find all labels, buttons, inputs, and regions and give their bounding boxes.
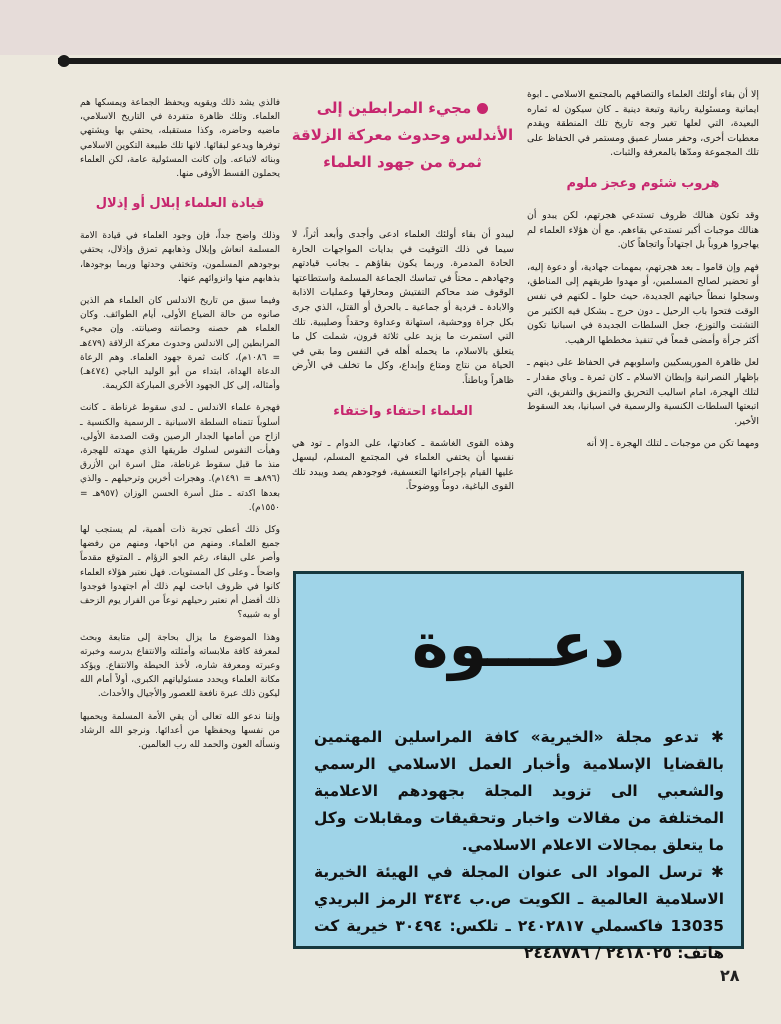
- paragraph: لعل ظاهرة الموريسكيين واسلوبهم في الحفاظ على دينهم ـ بإظهار النصرانية وإبطان الاسلام ـ كان ثمرة ـ وباي مقدار ـ لتلك الهجرة، امام اساليب التحريق والتمزيق والتفريق، التي اتبعتها السلطات الكنسية والرسمية في اسبانيا، بعد السقوط الأخير.: [527, 357, 759, 427]
- article-column-right: [527, 88, 759, 452]
- announcement-title: دعـــوة: [411, 608, 626, 681]
- announcement-paragraph: ✱ ترسل المواد الى عنوان المجلة في الهيئة الخيرية الاسلامية العالمية ـ الكويت ص.ب ٣٤٣٤ الرمز البريدي 13035 فاكسملي ٢٤٠٢٨١٧ ـ تلكس: ٣٠٤٩٤ خيرية كت هاتف: ٢٤١٨٠٢٥ / ٢٤٤٨٧٨٦: [314, 863, 724, 962]
- paragraph: وكل ذلك أعطى تجربة ذات أهمية، لم يستجب لها جميع العلماء. ومنهم من اباحها، ومنهم من رفضها وأصر على البقاء، رغم الجو الزؤام ـ المتوقع مقدماً واضحاً ـ وعلى كل المستويات. فهل نعتبر هؤلاء العلماء كانوا في ظروف اباحت لهم ذلك أم اجتهدوا فوجدوا ذلك أفضل أم نعتبر رحيلهم نوعاً من الفرار يوم الزحف أو به شبيه؟: [80, 525, 280, 621]
- paragraph: وإننا ندعو الله تعالى أن يقي الأمة المسلمة ويحميها من نفسها ويحفظها من أعدائها. ونرجو الله الرشاد ونسأله العون والحمد لله رب العالمين.: [80, 711, 280, 750]
- page-number: ٢٨: [720, 966, 740, 985]
- paragraph: وهذه القوى الغاشمة ـ كعادتها، على الدوام ـ تود هي نفسها أن يختفي العلماء في المجتمع المسلم، ليسهل عليها القيام بإجراءاتها التعسفية، فوجودهم يصد ويبدد تلك القوى الباغية، دوماً ووضوحاً.: [292, 437, 514, 493]
- bullet-icon: [477, 103, 488, 114]
- page-top-margin: [0, 0, 781, 55]
- article-column-left: [80, 96, 280, 752]
- main-article-heading: مجيء المرابطين إلى الأندلس وحدوث معركة الزلاقة ثمرة من جهود العلماء: [291, 99, 514, 171]
- announcement-paragraph: ✱ تدعو مجلة «الخيرية» كافة المراسلين المهتمين بالقضايا الإسلامية وأخبار العمل الاسلامي الرسمي والشعبي الى تزويد المجلة بجهودهم الاعلامية المختلفة من مقالات واخبار وتحقيقات ومقابلات وكل ما يتعلق بمجالات الاعلام الاسلامي.: [314, 728, 724, 854]
- header-rule: [58, 58, 781, 64]
- header-rule-cap: [58, 55, 70, 67]
- paragraph: ليبدو أن بقاء أولئك العلماء ادعى وأجدى وأبعد أثراً، لا سيما في ذلك التوقيت في بدايات المواجهات الحارة الحادة المدمرة. وربما يكون بقاؤهم ـ بجانب قيادتهم وجهادهم ـ محتاً في تماسك الجماعة المسلمة واستطاعتها الوقوف ضد محاكم التفتيش ومحارقها وعمليات الاذابة والابادة ـ فردية أو جماعية ـ بالحرق أو القتل، الذي جرى بكل جراة ووحشية، استهانة وعداوة وحقداً وصليبية. تلك التي استمرت ما يزيد على ثلاثة قرون، شملت كل ما يتعلق بالاسلام، ما يحمله أهله في النفس وما بقي في الحياة من نتاج ومتاع وإبداع، وكل ما تخلف في الأرض ظاهراً وباطناً.: [292, 229, 514, 386]
- section-heading: قيادة العلماء إبلال أو إذلال: [95, 196, 265, 212]
- paragraph: وذلك واضح جداً، فإن وجود العلماء في قيادة الامة المسلمة انعاش وإبلال وذهابهم تمزق وإذلال، يحتفي بوجودهم المسلمون، وتختفي وحدتها وربما بوجودها، بذهابهم منها وانزوائهم عنها.: [80, 231, 280, 284]
- paragraph: وفيما سبق من تاريخ الاندلس كان العلماء هم الذين صانوه من حالة الضياع الأولى، أيام الطوائف. وكان العلماء هم حصنه وحصانته وصيانته. وإن مجيء المرابطين إلى الاندلس وحدوث معركة الزلاقة (٤٧٩هـ = ١٠٨٦م)، كانت ثمرة جهود العلماء. وهم الرعاة الدعاة الهداة، ابتداء من أبو الوليد الباجي (٤٧٤هـ) وأمثاله، إلى كل الجهود الأخرى المباركة الكريمة.: [80, 296, 280, 392]
- paragraph: وقد تكون هنالك ظروف تستدعي هجرتهم، لكن يبدو أن هنالك موجبات أكبر تستدعي بقاءهم. مع أن هؤلاء العلماء لم يهاجروا هروباً بل اجتهاداً واتجاهاً كان.: [527, 209, 759, 251]
- paragraph: وهذا الموضوع ما يزال بحاجة إلى متابعة وبحث لمعرفة كافة ملابساته وأمثلته والانتفاع بدرسه وخبرته وعبرته ومعرفة شاره، لأخذ الحيطة والانتفاع. ويؤكد مكانة العلماء ويحدد مسئولياتهم الكبرى، أولاً أمام الله ليكون ذلك عبرة نافعة للعصور والأجيال والأحداث.: [80, 632, 280, 700]
- article-column-middle: [292, 228, 514, 503]
- section-heading: العلماء احتفاء واختفاء: [333, 403, 473, 419]
- section-heading: هروب شئوم وعجز ملوم: [566, 175, 720, 191]
- paragraph: فهم وإن قاموا ـ بعد هجرتهم، بمهمات جهادية، أو دعوة إليه، أو تحضير لصالح المسلمين، أو مهدوا طريقهم إلى المناطق، وسجلوا نمطاً حياتهم الجديدة، حيث حلوا ـ لكنهم في نفس الوقت فتحوا باب الرحيل ـ دون حرج ـ بشكل فيه الكثير من التشتت والتوزع، جعل السلطات الجديدة في اسبانيا تكون أكثر جرأة وأمضى قمعاً في تنفيذ مخططها الرهيب.: [527, 261, 759, 346]
- paragraph: إلا أن بقاء أولئك العلماء والتصاقهم بالمجتمع الاسلامي ـ ابوة ايمانية ومسئولية ربانية وتبعة دينية ـ كان سيكون له ثماره البعيدة، التي لعلها تغير وجه تاريخ تلك المنطقة ويقدم معطيات أخرى، وحفر مسار عميق ومستمر في الحفاظ على تلك المجموعة ومدّها بالمعرفة والثبات.: [527, 89, 759, 159]
- paragraph: فالذي يشد ذلك ويقويه ويحفظ الجماعة ويمسكها هم العلماء. وتلك ظاهرة متفردة في التاريخ الاسلامي، ماضيه وحاضره، وكذا مستقبله، يحتفي بها ويشتهي توفرها ويدعو لبقائها. لانها تلك طبيعة التكوين الاسلامي وبنائه لاتباعه. وإن كانت المسئولية عامة، لكن العلماء يحملون القسط الأوفى منها.: [80, 98, 280, 180]
- paragraph: ومهما تكن من موجبات ـ لتلك الهجرة ـ إلا أنه: [586, 438, 759, 450]
- paragraph: فهجرة علماء الاندلس ـ لدى سقوط غرناطة ـ كانت أسلوباً تتمناه السلطة الاسبانية ـ الرسمية والكنسية ـ ازاح من أمامها الجدار الرصين وقت الصدمة الأولى، وهيأت النفوس لسلوك طريقها الذي مهدته للهجرة، منذ ما قبل سقوط غرناطة، مثل اسرة ابن الأزرق (٨٩٦هـ = ١٤٩١م). وهجرات أخرين وترحيلهم ـ والذي بعدها اكدته ـ مثل أسرة الحسن الوزان (٩٥٧هـ = ١٥٥٠م).: [80, 403, 280, 513]
- announcement-body: [314, 724, 724, 967]
- announcement-box: [293, 571, 744, 962]
